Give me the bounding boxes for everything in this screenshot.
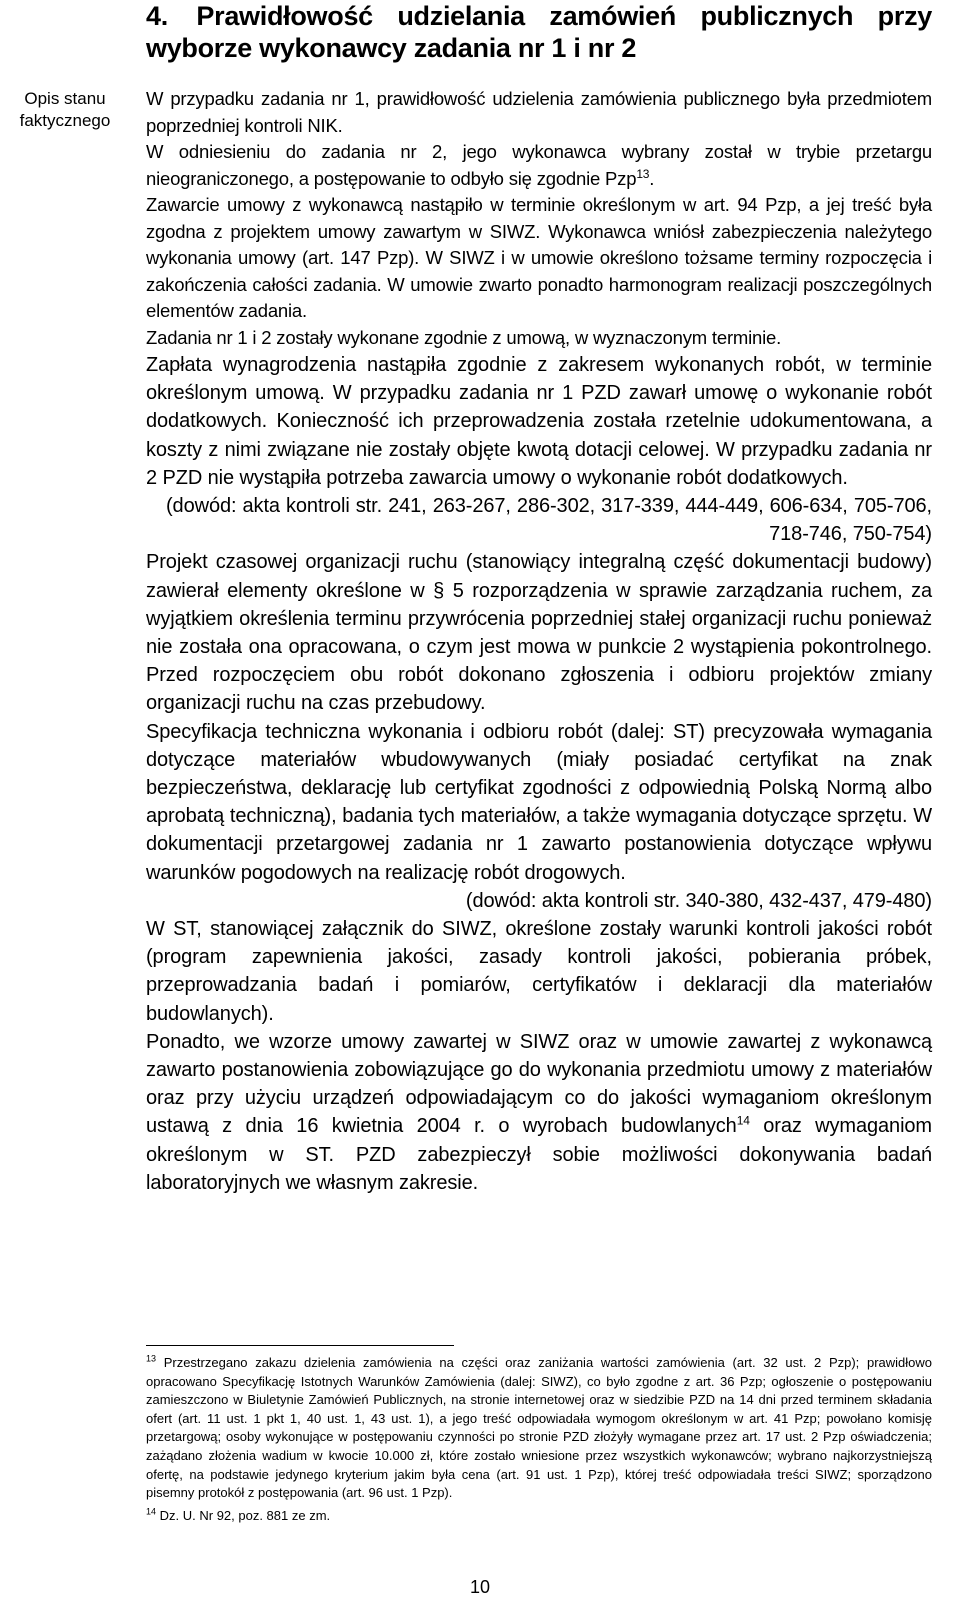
evidence-reference: (dowód: akta kontroli str. 241, 263-267, 286-302, 317-339, 444-449, 606-634, 705-706, 718-746, 750-754) [166,495,932,546]
margin-note: Opis stanu faktycznego [19,89,111,130]
footnote-divider [146,1345,454,1346]
section-heading [146,0,932,64]
paragraph: W ST, stanowiącej załącznik do SIWZ, określone zostały warunki kontroli jakości robót (program zapewnienia jakości, zasady kontroli jakości, pobierania próbek, przeprowadzania badań i pomiarów, certyfikatów i deklaracji dla materiałów budowlanych). [146,918,932,1025]
footnote-text: Przestrzegano zakazu dzielenia zamówienia na części oraz zaniżania wartości zamówienia (art. 32 ust. 2 Pzp); prawidłowo opracowano Specyfikację Istotnych Warunków Zamówienia (dalej: SIWZ), co było zgodne z art. 36 Pzp; ogłoszenie o postępowaniu zamieszczono w Biuletynie Zamówień Publicznych, na stronie internetowej oraz w siedzibie PZD na 14 dni przed terminem składania ofert (art. 11 ust. 1 pkt 1, 40 ust. 1, 43 ust. 1), a jego treść odpowiadała wymogom określonym w art. 41 Pzp; powołano komisję przetargową; osoby wykonujące w postępowaniu czynności po stronie PZD złożyły wymagane przez art. 17 ust. 2 Pzp oświadczenia; zażądano złożenia wadium w kwocie 10.000 zł, które zostało wniesione przez wszystkich wykonawców; wybrano najkorzystniejszą ofertę, na podstawie jedynego kryterium jakim była cena (art. 91 ust. 1 Pzp), której treść odpowiadała treści SIWZ; sporządzono pisemny protokół z postępowania (art. 96 ust. 1 Pzp). [146,1355,933,1501]
footnote-text: Dz. U. Nr 92, poz. 881 ze zm. [159,1507,331,1523]
footnote-marker: 14 [146,1506,157,1517]
page-number: 10 [469,1577,491,1597]
footnote-ref: 13 [636,166,650,181]
paragraph: Specyfikacja techniczna wykonania i odbioru robót (dalej: ST) precyzowała wymagania dotyczące materiałów wbudowywanych (miały posiadać certyfikat na znak bezpieczeństwa, deklarację lub certyfikat zgodności z odpowiednią Polską Normą albo aprobatą techniczną), badania tych materiałów, a także wymagania dotyczące sprzętu. W dokumentacji przetargowej zadania nr 1 zawarto postanowienia dotyczące wpływu warunków pogodowych na realizację robót drogowych. [146,720,932,884]
footnote [146,1354,932,1503]
paragraph: W przypadku zadania nr 1, prawidłowość udzielenia zamówienia publicznego była przedmiotem poprzedniej kontroli NIK. [146,88,932,136]
paragraph: W odniesieniu do zadania nr 2, jego wykonawca wybrany został w trybie przetargu nieograniczonego, a postępowanie to odbyło się zgodnie Pzp$^{13}$. [146,141,932,189]
footnotes [146,1354,932,1525]
section-number: 4. [146,1,168,31]
paragraph: Projekt czasowej organizacji ruchu (stanowiący integralną część dokumentacji budowy) zawierał elementy określone w § 5 rozporządzenia w sprawie zarządzania ruchem, za wyjątkiem określenia terminu przywrócenia poprzedniej stałej organizacji ruchu ponieważ nie została ona opracowana, o czym jest mowa w punkcie 2 wystąpienia pokontrolnego. Przed rozpoczęciem obu robót dokonano zgłoszenia i odbioru projektów zmiany organizacji ruchu na czas przebudowy. [146,551,932,715]
paragraph: Ponadto, we wzorze umowy zawartej w SIWZ oraz w umowie zawartej z wykonawcą zawarto postanowienia zobowiązujące go do wykonania przedmiotu umowy z materiałów oraz przy użyciu urządzeń odpowiadającym co do jakości wymaganiom określonym ustawą z dnia 16 kwietnia 2004 r. o wyrobach budowlanych$^{14}$ oraz wymaganiom określonym w ST. PZD zabezpieczył sobie możliwości dokonywania badań laboratoryjnych we własnym zakresie. [146,1030,932,1194]
section-title: Prawidłowość udzielania zamówień publicznych przy wyborze wykonawcy zadania nr 1 i nr 2 [146,1,933,63]
footnote-ref: 14 [736,1113,750,1128]
paragraph: Zawarcie umowy z wykonawcą nastąpiło w terminie określonym w art. 94 Pzp, a jej treść była zgodna z projektem umowy zawartym w SIWZ. Wykonawca wniósł zabezpieczenia należytego wykonania umowy (art. 147 Pzp). W SIWZ i w umowie określono tożsame terminy rozpoczęcia i zakończenia całości zadania. W umowie zwarto ponadto harmonogram realizacji poszczególnych elementów zadania. [146,194,932,321]
footnote-marker: 13 [146,1353,157,1364]
footnote [146,1507,932,1526]
body-text [146,86,932,1197]
paragraph: Zapłata wynagrodzenia nastąpiła zgodnie z zakresem wykonanych robót, w terminie określonym umową. W przypadku zadania nr 1 PZD zawarł umowę o wykonanie robót dodatkowych. Konieczność ich przeprowadzenia została rzetelnie udokumentowana, a koszty z nimi związane nie zostały objęte kwotą dotacji celowej. W przypadku zadania nr 2 PZD nie wystąpiła potrzeba zawarcia umowy o wykonanie robót dodatkowych. [146,354,932,489]
paragraph: Zadania nr 1 i 2 zostały wykonane zgodnie z umową, w wyznaczonym terminie. [146,326,782,348]
evidence-reference: (dowód: akta kontroli str. 340-380, 432-437, 479-480) [465,889,932,912]
